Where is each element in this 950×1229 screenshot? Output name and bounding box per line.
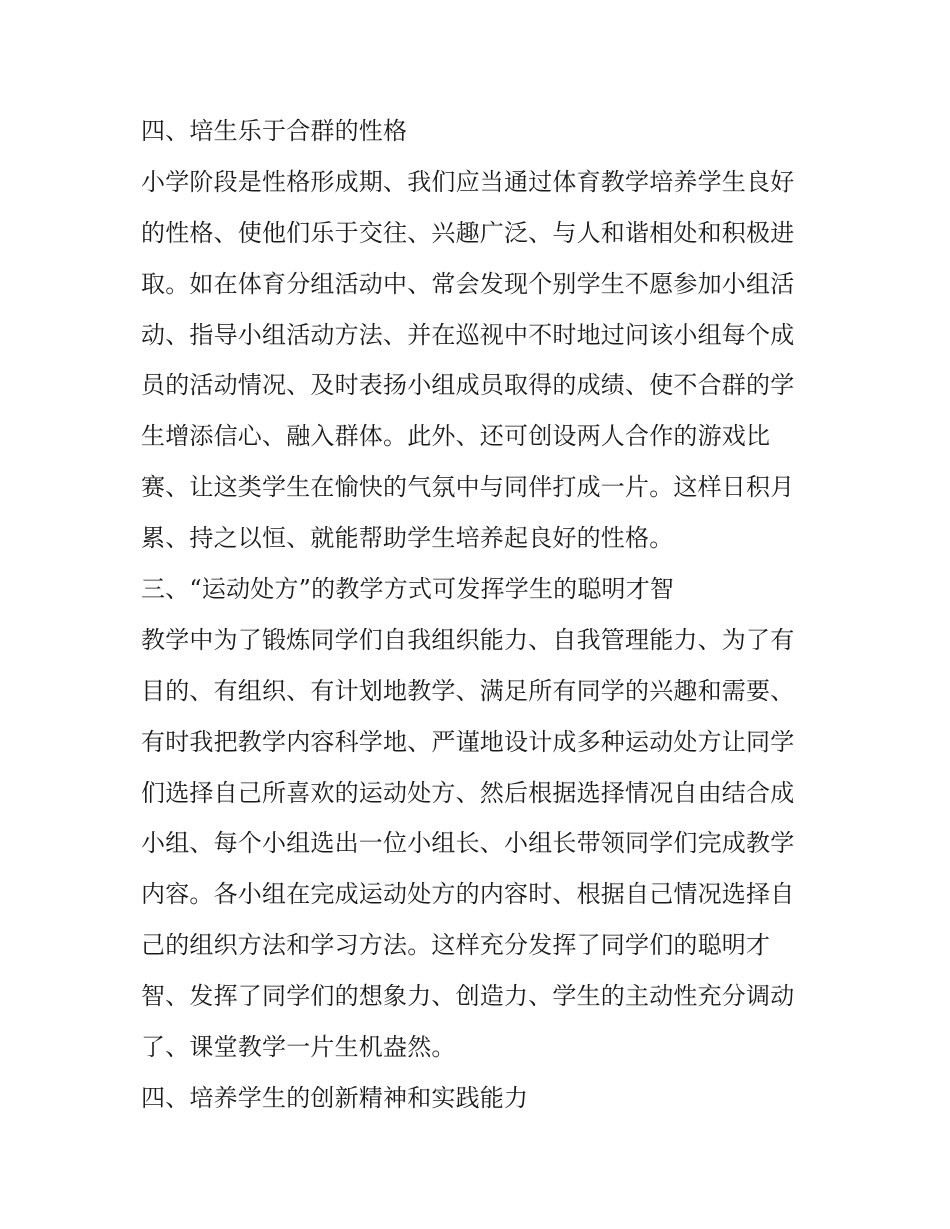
paragraph-line: 内容。各小组在完成运动处方的内容时、根据自己情况选择自 <box>141 880 795 909</box>
paragraph-line: 员的活动情况、及时表扬小组成员取得的成绩、使不合群的学 <box>141 371 795 400</box>
paragraph-line: 取。如在体育分组活动中、常会发现个别学生不愿参加小组活 <box>141 269 795 298</box>
paragraph-line: 智、发挥了同学们的想象力、创造力、学生的主动性充分调动 <box>141 982 795 1011</box>
section-heading: 四、培生乐于合群的性格 <box>141 117 408 145</box>
paragraph-line: 己的组织方法和学习方法。这样充分发挥了同学们的聪明才 <box>141 931 771 960</box>
paragraph-line: 累、持之以恒、就能帮助学生培养起良好的性格。 <box>141 524 674 553</box>
paragraph-line: 有时我把教学内容科学地、严谨地设计成多种运动处方让同学 <box>141 727 795 756</box>
paragraph-line: 生增添信心、融入群体。此外、还可创设两人合作的游戏比 <box>141 422 771 451</box>
paragraph-line: 小学阶段是性格形成期、我们应当通过体育教学培养学生良好 <box>141 167 795 196</box>
paragraph-line: 的性格、使他们乐于交往、兴趣广泛、与人和谐相处和积极进 <box>141 218 795 247</box>
document-body <box>141 106 821 1124</box>
paragraph-line: 赛、让这类学生在愉快的气氛中与同伴打成一片。这样日积月 <box>141 473 795 502</box>
paragraph-line: 目的、有组织、有计划地教学、满足所有同学的兴趣和需要、 <box>141 676 795 705</box>
paragraph-line: 动、指导小组活动方法、并在巡视中不时地过问该小组每个成 <box>141 320 795 349</box>
paragraph-line: 小组、每个小组选出一位小组长、小组长带领同学们完成教学 <box>141 829 795 858</box>
paragraph-line: 们选择自己所喜欢的运动处方、然后根据选择情况自由结合成 <box>141 778 795 807</box>
section-heading: 三、“运动处方”的教学方式可发挥学生的聪明才智 <box>141 575 675 604</box>
section-heading: 四、培养学生的创新精神和实践能力 <box>141 1083 529 1112</box>
paragraph-line: 了、课堂教学一片生机盎然。 <box>141 1033 456 1062</box>
paragraph-line: 教学中为了锻炼同学们自我组织能力、自我管理能力、为了有 <box>141 625 795 654</box>
